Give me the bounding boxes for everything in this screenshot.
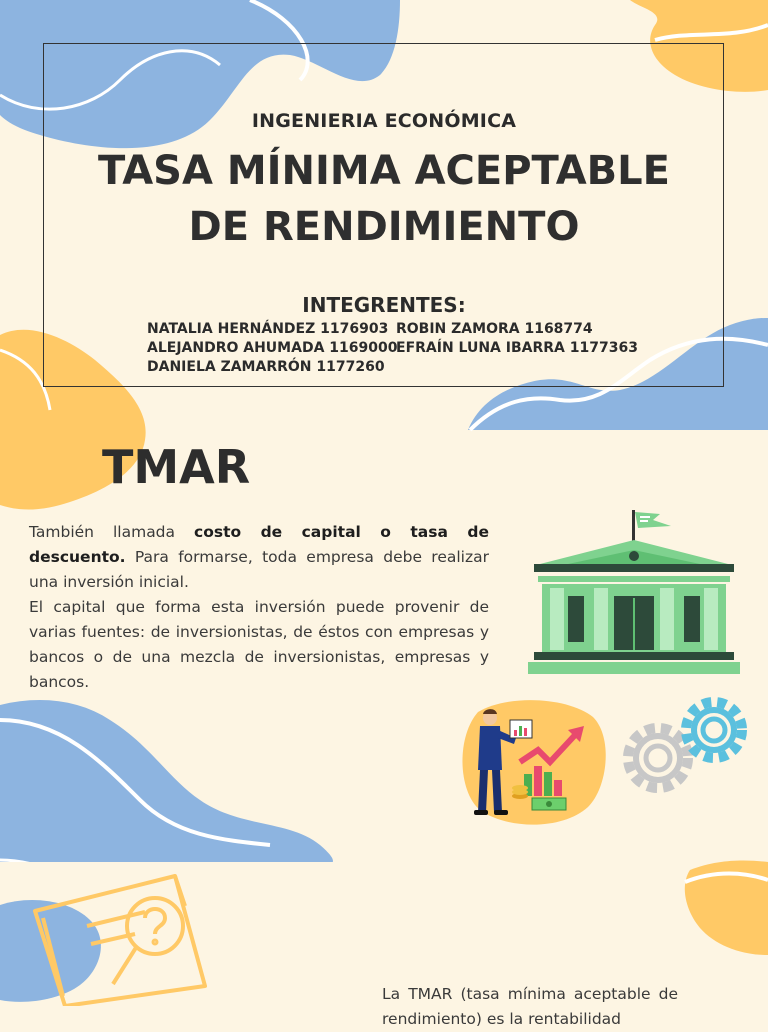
document-question-icon [25, 866, 225, 1006]
page-title-line-1: TASA MÍNIMA ACEPTABLE [98, 148, 670, 194]
second-paragraph: El capital que forma esta inversión puede provenir de varias fuentes: de inversionistas, de éstos con empresas y bancos o de una mezcla de inversionistas, empresas y bancos. [29, 598, 489, 691]
member-name: DANIELA ZAMARRÓN 1177260 [147, 359, 385, 375]
page-title-line-2: DE RENDIMIENTO [188, 204, 580, 250]
gears-icon [610, 692, 754, 810]
member-name: NATALIA HERNÁNDEZ 1176903 [147, 321, 389, 337]
members-heading: INTEGRENTES: [302, 293, 466, 317]
bank-building-icon [528, 506, 740, 682]
investor-growth-icon [458, 692, 606, 828]
member-name: ALEJANDRO AHUMADA 1169000 [147, 340, 398, 356]
member-name: EFRAÍN LUNA IBARRA 1177363 [396, 340, 638, 356]
intro-bold-text: costo de capital o tasa de descuento. [29, 523, 489, 566]
section-heading: TMAR [102, 440, 251, 494]
section-body [29, 520, 489, 695]
subject-label: INGENIERIA ECONÓMICA [251, 110, 517, 132]
intro-paragraph: También llamada costo de capital o tasa de descuento. Para formarse, toda empresa debe realizar una inversión inicial. [29, 523, 489, 591]
bottom-paragraph: La TMAR (tasa mínima aceptable de rendimiento) es la rentabilidad [382, 985, 678, 1028]
member-name: ROBIN ZAMORA 1168774 [396, 321, 593, 337]
